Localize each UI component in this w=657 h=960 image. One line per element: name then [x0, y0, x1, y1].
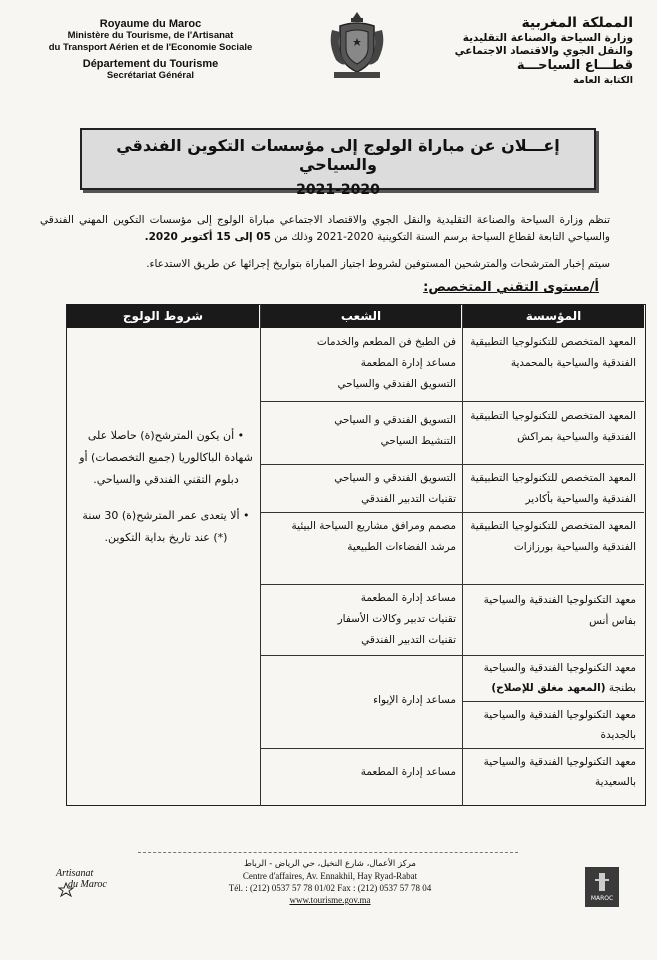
footer-address-ar: مركز الأعمال، شارع النخيل، حي الرياض - الرباط [244, 859, 416, 869]
artisanat-logo [56, 868, 107, 890]
table-row-5-branches [266, 588, 456, 651]
table-row-3-branches [266, 468, 456, 510]
maroc-logo [585, 867, 619, 907]
intro-paragraph [40, 212, 610, 246]
table-row-8-branches [266, 762, 456, 783]
table-row-5-institution: معهد التكنولوجيا الفندقية والسياحية بفاس أنس [483, 594, 636, 627]
branch-item: التنشيط السياحي [380, 435, 456, 447]
branch-item: مساعد إدارة الإيواء [373, 694, 456, 706]
branch-item: فن الطبخ فن المطعم والخدمات [316, 336, 456, 348]
col-header-conditions: شروط الولوج [67, 304, 259, 328]
section-title: أ/مستوى التقني المتخصص: [423, 280, 599, 295]
artisanat-logo-line2: du Maroc [68, 879, 107, 890]
table-row-1-institution: المعهد المتخصص للتكنولوجيا التطبيقية الفندقية والسياحية بالمحمدية [470, 336, 636, 369]
artisanat-logo-line1: Artisanat [56, 868, 94, 879]
footer-website-link[interactable]: www.tourisme.gov.ma [289, 895, 371, 905]
table-row-6-institution [470, 658, 636, 698]
intro-note [40, 256, 610, 273]
col-header-branches: الشعب [261, 304, 461, 328]
intro-note-text: سيتم إخبار المترشحات والمترشحين المستوفين لشروط اجتياز المباراة بتواريخ إجرائها عن طريق الاستدعاء. [146, 258, 610, 270]
header-ar-line4: قطـــاع السياحـــة [516, 58, 633, 73]
table-row-3-institution: المعهد المتخصص للتكنولوجيا التطبيقية الفندقية والسياحية بأكادير [470, 472, 636, 505]
table-row-6-branches [266, 690, 456, 711]
table-row-2-institution: المعهد المتخصص للتكنولوجيا التطبيقية الفندقية والسياحية بمراكش [470, 410, 636, 443]
intro-dates: 05 إلى 15 أكتوبر 2020. [144, 231, 271, 243]
institution-note: (المعهد مغلق للإصلاح) [491, 682, 606, 694]
header-fr-line2: Ministère du Tourisme, de l'Artisanat [67, 30, 234, 41]
header-fr-line4: Département du Tourisme [82, 58, 219, 70]
table-row-8-institution: معهد التكنولوجيا الفندقية والسياحية بالسعيدية [483, 756, 636, 788]
institution-name: معهد التكنولوجيا الفندقية والسياحية بطنجة [483, 662, 636, 694]
table-row-4-branches [266, 516, 456, 558]
branch-item: تقنيات التدبير الفندقي [361, 493, 456, 505]
maroc-logo-text: MAROC [590, 895, 614, 902]
admission-conditions [76, 425, 256, 549]
tower-icon [592, 871, 612, 893]
branch-item: مساعد إدارة المطعمة [360, 592, 456, 604]
condition-item: • ألا يتعدى عمر المترشح(ة) 30 سنة (*) عند تاريخ بداية التكوين. [82, 509, 250, 544]
branch-item: التسويق الفندقي و السياحي [334, 472, 456, 484]
branch-item: مرشد الفضاءات الطبيعية [347, 541, 456, 553]
condition-item: • أن يكون المترشح(ة) حاصلا على شهادة الباكالوريا (جميع التخصصات) أو دبلوم التقني الفندقي والسياحي. [79, 429, 253, 486]
header-french [28, 18, 273, 82]
branch-item: مساعد إدارة المطعمة [360, 357, 456, 369]
table-row-2-branches [266, 410, 456, 452]
col-header-institution: المؤسسة [463, 304, 644, 328]
footer-address-fr: Centre d'affaires, Av. Ennakhil, Hay Ryad-Rabat [242, 871, 418, 881]
branch-item: مساعد إدارة المطعمة [360, 766, 456, 778]
coat-of-arms-icon [326, 10, 388, 84]
star-icon [58, 882, 74, 898]
announcement-title-box [80, 128, 596, 198]
header-fr-line5: Secrétariat Général [106, 70, 195, 81]
table-row-1-branches [266, 332, 456, 395]
branch-item: تقنيات تدبير وكالات الأسفار [337, 613, 456, 625]
announcement-title: إعـــلان عن مباراة الولوج إلى مؤسسات التكوين الفندقي والسياحي [116, 136, 560, 174]
table-row-4-institution: المعهد المتخصص للتكنولوجيا التطبيقية الفندقية والسياحية بورزازات [470, 520, 636, 553]
header-arabic [423, 14, 633, 87]
table-row-7-institution: معهد التكنولوجيا الفندقية والسياحية بالجديدة [483, 709, 636, 741]
branch-item: تقنيات التدبير الفندقي [361, 634, 456, 646]
header-ar-line3: والنقل الجوي والاقتصاد الاجتماعي [454, 45, 633, 57]
header-ar-line2: وزارة السياحة والصناعة التقليدية [462, 32, 633, 44]
branch-item: التسويق الفندقي و السياحي [334, 414, 456, 426]
announcement-year: 2021-2020 [296, 182, 380, 198]
header-ar-line1: المملكة المغربية [521, 15, 633, 31]
intro-text: تنظم وزارة السياحة والصناعة التقليدية والنقل الجوي والاقتصاد الاجتماعي مباراة الولوج إلى مؤسسات التكوين المهني الفندقي والسياحي التابعة لقطاع السياحة برسم السنة التكوينية 2020-2021 وذلك من [40, 214, 610, 243]
header-fr-line3: du Transport Aérien et de l'Economie Sociale [48, 42, 253, 53]
footer-phone: Tél. : (212) 0537 57 78 01/02 Fax : (212) 0537 57 78 04 [228, 883, 432, 893]
branch-item: مصمم ومرافق مشاريع السياحة البيئية [291, 520, 456, 532]
footer-divider [138, 852, 518, 853]
footer-address [150, 858, 510, 906]
header-ar-line5: الكتابة العامة [573, 75, 633, 86]
branch-item: التسويق الفندقي والسياحي [337, 378, 456, 390]
header-fr-line1: Royaume du Maroc [99, 18, 202, 30]
